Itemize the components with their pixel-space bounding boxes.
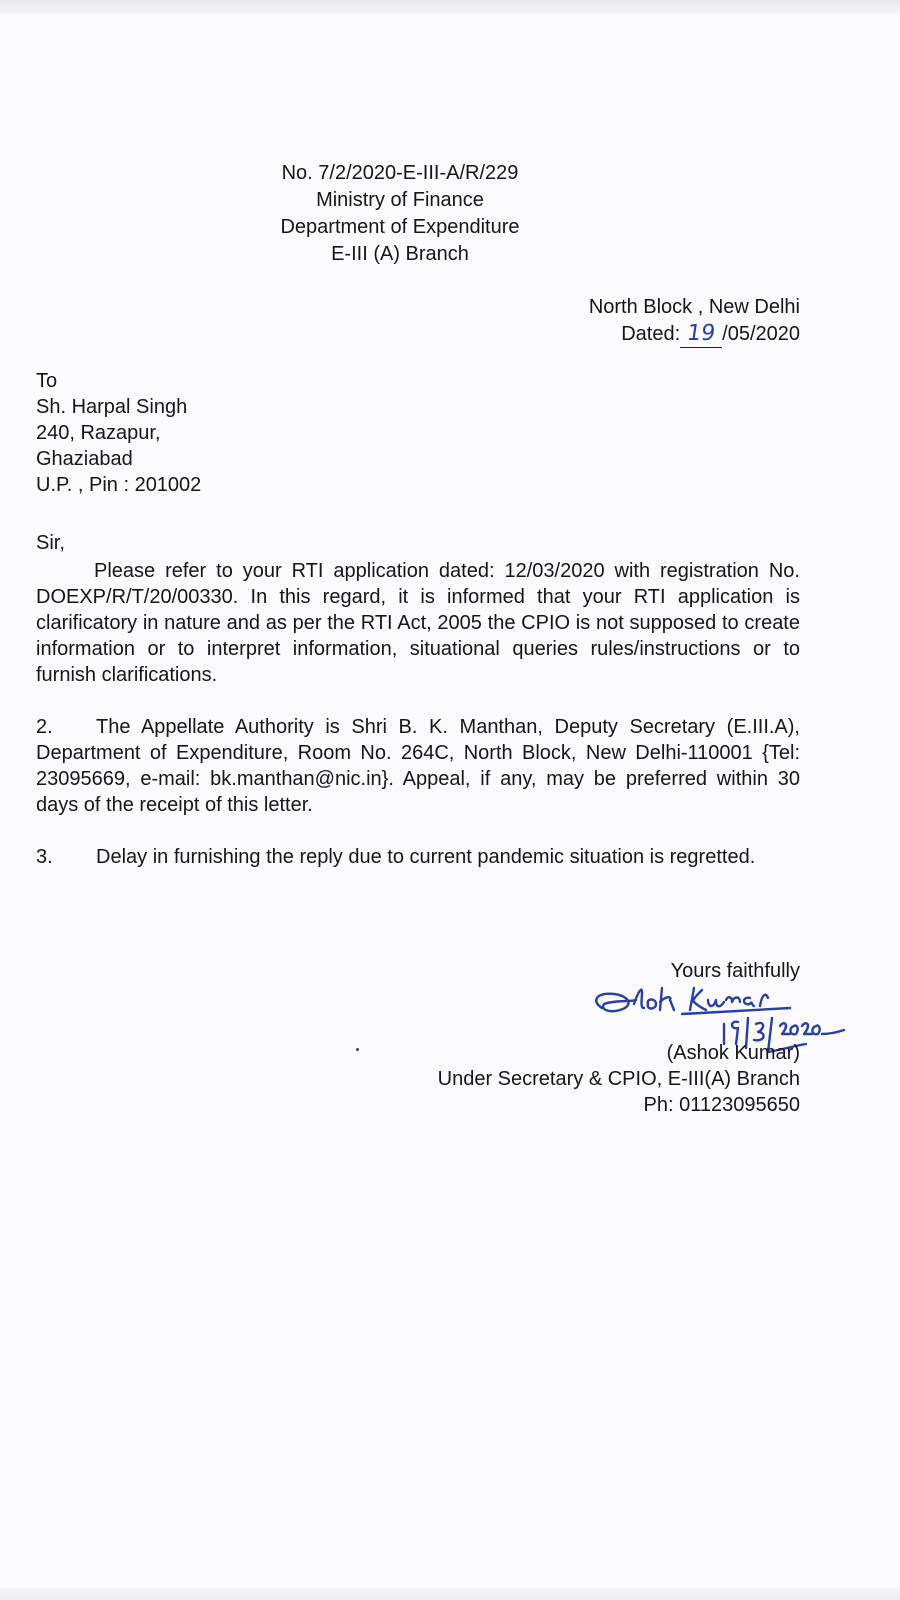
paragraph-3 bbox=[36, 844, 800, 870]
department-name: Department of Expenditure bbox=[280, 216, 520, 238]
address-to: To bbox=[36, 370, 58, 392]
paragraph-3-number: 3. bbox=[36, 846, 53, 868]
dated-month-year: /05/2020 bbox=[722, 323, 800, 345]
signature-block bbox=[380, 958, 800, 1128]
location: North Block , New Delhi bbox=[588, 296, 800, 318]
paragraph-2-number: 2. bbox=[36, 716, 53, 738]
address-line-3: U.P. , Pin : 201002 bbox=[36, 474, 202, 496]
recipient-address bbox=[36, 368, 201, 498]
closing-phrase: Yours faithfully bbox=[670, 960, 800, 982]
paragraph-2-text: The Appellate Authority is Shri B. K. Manthan, Deputy Secretary (E.III.A), Department of Expenditure, Room No. 264C, North Block, New Delhi-110001 {Tel: 23095669, e-mail: bk.manthan@nic.in}. Appeal, if any, may be preferred within 30 days of the receipt of this letter. bbox=[36, 716, 800, 816]
dated-label: Dated: bbox=[621, 323, 681, 345]
signatory-designation: Under Secretary & CPIO, E-III(A) Branch bbox=[437, 1068, 800, 1090]
signatory-name: (Ashok Kumar) bbox=[666, 1042, 800, 1064]
paragraph-1: Please refer to your RTI application dated: 12/03/2020 with registration No. DOEXP/R/T/20/00330. In this regard, it is informed that your RTI application is clarificatory in nature and as per the RTI Act, 2005 the CPIO is not supposed to create information or to interpret information, situational queries rules/instructions or to furnish clarifications. bbox=[36, 560, 800, 686]
paragraph-2 bbox=[36, 714, 800, 818]
address-line-2: Ghaziabad bbox=[36, 448, 133, 470]
place-date-block bbox=[589, 294, 800, 348]
salutation: Sir, bbox=[36, 532, 65, 554]
paragraph-3-text: Delay in furnishing the reply due to current pandemic situation is regretted. bbox=[96, 846, 756, 868]
recipient-name: Sh. Harpal Singh bbox=[36, 396, 188, 418]
letter-header bbox=[240, 160, 560, 268]
branch-name: E-III (A) Branch bbox=[331, 243, 469, 265]
dated-day-field bbox=[680, 321, 722, 348]
dated-day-handwritten: 19 bbox=[685, 321, 717, 346]
signatory-phone: Ph: 01123095650 bbox=[643, 1094, 800, 1116]
address-line-1: 240, Razapur, bbox=[36, 422, 161, 444]
bottom-edge bbox=[0, 1588, 900, 1600]
ministry-name: Ministry of Finance bbox=[316, 189, 484, 211]
dated-line bbox=[589, 321, 800, 348]
letter-body bbox=[36, 530, 800, 870]
file-number: No. 7/2/2020-E-III-A/R/229 bbox=[281, 162, 519, 184]
stray-mark bbox=[356, 1048, 359, 1051]
top-edge bbox=[0, 0, 900, 14]
